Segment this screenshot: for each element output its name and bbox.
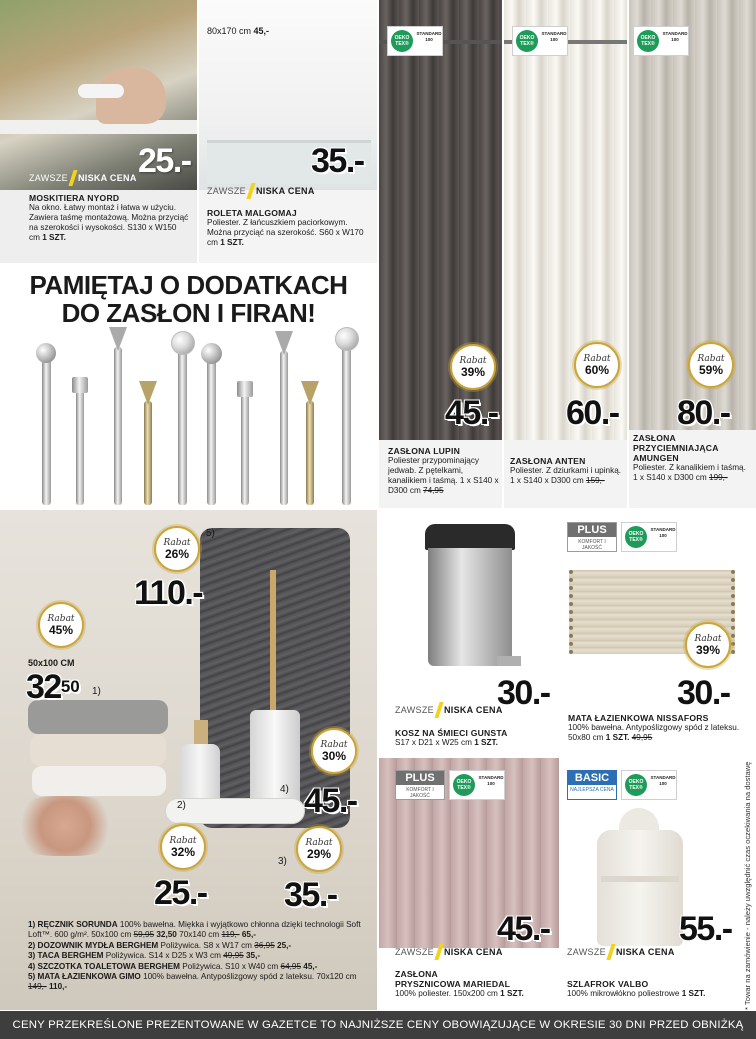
amungen-name-1: ZASŁONA [633, 433, 676, 443]
nissafors-caption [568, 713, 740, 743]
mariedal-caption [395, 969, 555, 999]
nissafors-name: MATA ŁAZIENKOWA NISSAFORS [568, 713, 709, 723]
nissafors-rabat-badge: Rabat 39% [685, 622, 731, 668]
anten-desc: Poliester. Z dziurkami i upinką. 1 x S140 x D300 cm 159,- [510, 466, 622, 485]
amungen-name-2: PRZYCIEMNIAJĄCA [633, 443, 719, 453]
valbo-price: 55.- [679, 910, 732, 948]
headline [0, 271, 377, 327]
dispenser-price: 25.- [154, 874, 207, 912]
brush-rabat-badge: Rabat 30% [311, 728, 357, 774]
accessories-section [0, 265, 377, 508]
window-frame-icon [0, 120, 197, 134]
product-tile-mariedal[interactable] [379, 758, 559, 1010]
dispenser-rabat-badge: Rabat 32% [160, 824, 206, 870]
mariedal-name-2: PRYSZNICOWA MARIEDAL [395, 979, 511, 989]
zawsze-niska-cena-badge: ZAWSZE NISKA CENA [207, 183, 315, 199]
product-tile-moskitiera[interactable] [0, 0, 197, 263]
zawsze-niska-cena-badge: ZAWSZE NISKA CENA [395, 944, 503, 960]
oeko-tex-badge: OEKO TEX® STANDARD 100 [621, 770, 677, 800]
valbo-name: SZLAFROK VALBO [567, 979, 649, 989]
oeko-tex-badge: OEKO TEX® STANDARD 100 [387, 26, 443, 56]
oeko-tex-badge: OEKO TEX® STANDARD 100 [633, 26, 689, 56]
footer-note: CENY PRZEKREŚLONE PREZENTOWANE W GAZETCE TO NAJNIŻSZE CENY OBOWIĄZUJĄCE W OKRESIE 30 DNI PRZED OBNIŻKĄ [0, 1011, 756, 1039]
lupin-price: 45.- [445, 394, 498, 432]
amungen-name-3: AMUNGEN [633, 453, 679, 463]
zawsze-niska-cena-badge: ZAWSZE NISKA CENA [29, 170, 137, 186]
mariedal-name-1: ZASŁONA [395, 969, 438, 979]
desc-dozownik: 2) DOZOWNIK MYDŁA BERGHEM Poliżywica. S8 x W17 cm 36,95 25,- [28, 940, 292, 950]
desc-szczotka: 4) SZCZOTKA TOALETOWA BERGHEM Poliżywica. S10 x W40 cm 64,95 45,- [28, 961, 318, 971]
kosz-desc: S17 x D21 x W25 cm 1 SZT. [395, 738, 498, 747]
mariedal-price: 45.- [497, 910, 550, 948]
window-handle-icon [78, 84, 124, 98]
roleta-name: ROLETA MALGOMAJ [207, 208, 297, 218]
desc-taca: 3) TACA BERGHEM Poliżywica. S14 x D25 x W3 cm 49,95 35,- [28, 951, 261, 961]
roleta-size-note: 80x170 cm 45,- [207, 26, 270, 36]
tray-rabat-badge: Rabat 29% [296, 826, 342, 872]
brush-marker: 4) [280, 784, 289, 795]
valbo-caption [567, 979, 739, 999]
product-tile-bathroom-set[interactable] [0, 510, 377, 1010]
anten-price: 60.- [566, 394, 619, 432]
product-tile-anten[interactable] [504, 0, 627, 508]
oeko-tex-badge: OEKO TEX® STANDARD 100 [449, 770, 505, 800]
roleta-desc: Poliester. Z łańcuszkiem paciorkowym. Można przyciąć na szerokość. S60 x W170 cm 1 SZT. [207, 218, 364, 247]
product-tile-valbo[interactable] [561, 758, 741, 1010]
tray-price: 35.- [284, 876, 337, 914]
bathroom-set-caption [28, 920, 374, 993]
anten-caption [510, 456, 626, 486]
product-tile-roleta[interactable] [199, 0, 377, 263]
brush-price: 45.- [304, 782, 357, 820]
product-tile-lupin[interactable] [379, 0, 502, 508]
tray-photo [165, 798, 305, 824]
nissafors-price: 30.- [677, 674, 730, 712]
plus-badge: PLUS KOMFORT I JAKOŚĆ [567, 522, 617, 552]
amungen-price: 80.- [677, 394, 730, 432]
towel-price: $32^{50}$ [26, 668, 80, 706]
dispenser-marker: 2) [177, 800, 186, 811]
mat-price: 110.- [134, 574, 203, 612]
dried-flower-photo [10, 796, 120, 856]
amungen-caption [633, 433, 751, 483]
tray-marker: 3) [278, 856, 287, 867]
amungen-rabat-badge: Rabat 59% [688, 342, 734, 388]
basic-badge: BASIC NAJLEPSZA CENA [567, 770, 617, 800]
roleta-caption [207, 208, 372, 248]
roleta-price: 35.- [311, 142, 364, 180]
kosz-caption [395, 728, 555, 748]
oeko-tex-badge: OEKO TEX® STANDARD 100 [512, 26, 568, 56]
moskitiera-desc: Na okno. Łatwy montaż i łatwa w użyciu. Zawiera taśmę montażową. Można przyciąć na szerokości i wysokości. S130 x W150 cm 1 SZT. [29, 203, 189, 242]
moskitiera-name: MOSKITIERA NYORD [29, 193, 120, 203]
anten-name: ZASŁONA ANTEN [510, 456, 586, 466]
towel-marker: 1) [92, 686, 101, 697]
moskitiera-caption [29, 193, 189, 243]
desc-recznik: 1) RĘCZNIK SORUNDA 100% bawełna. Miękka i wyjątkowo chłonna dzięki technologii Soft Loft™. 600 g/m². 50x100 cm 59,95 32,50 70x140 cm 119,- 65,- [28, 920, 361, 940]
lupin-caption [388, 446, 500, 496]
side-note: * Towar na zamówienie - należy uwzględnić czas oczekiwania na dostawę [743, 761, 752, 1010]
valbo-desc: 100% mikrowłókno poliestrowe 1 SZT. [567, 989, 706, 998]
plus-badge: PLUS KOMFORT I JAKOŚĆ [395, 770, 445, 800]
product-tile-kosz[interactable] [379, 510, 559, 756]
mat-marker: 5) [206, 528, 215, 539]
amungen-desc: Poliester. Z kanalikiem i taśmą. 1 x S140 x D300 cm 199,- [633, 463, 746, 482]
anten-rabat-badge: Rabat 60% [574, 342, 620, 388]
headline-line2: DO ZASŁON I FIRAN! [61, 298, 316, 328]
towel-size: 50x100 CM [28, 658, 75, 668]
moskitiera-price: 25.- [138, 142, 191, 180]
kosz-name: KOSZ NA ŚMIECI GUNSTA [395, 728, 508, 738]
lupin-name: ZASŁONA LUPIN [388, 446, 460, 456]
nissafors-desc: 100% bawełna. Antypoślizgowy spód z lateksu. 50x80 cm 1 SZT. 49,95 [568, 723, 740, 742]
headline-line1: PAMIĘTAJ O DODATKACH [29, 270, 348, 300]
mariedal-desc: 100% poliester. 150x200 cm 1 SZT. [395, 989, 524, 998]
oeko-tex-badge: OEKO TEX® STANDARD 100 [621, 522, 677, 552]
lupin-desc: Poliester przypominający jedwab. Z pętelkami, kanalikiem i taśmą. 1 x S140 x D300 cm 74,95 [388, 456, 499, 495]
zawsze-niska-cena-badge: ZAWSZE NISKA CENA [395, 702, 503, 718]
product-tile-amungen[interactable] [629, 0, 756, 508]
desc-mata-gimo: 5) MATA ŁAZIENKOWA GIMO 100% bawełna. Antypoślizgowy spód z lateksu. 70x120 cm 149,- 110,- [28, 972, 357, 992]
zawsze-niska-cena-badge: ZAWSZE NISKA CENA [567, 944, 675, 960]
lupin-rabat-badge: Rabat 39% [450, 344, 496, 390]
towel-rabat-badge: Rabat 45% [38, 602, 84, 648]
product-tile-nissafors[interactable] [561, 510, 756, 756]
kosz-price: 30.- [497, 674, 550, 712]
mat-rabat-badge: Rabat 26% [154, 526, 200, 572]
